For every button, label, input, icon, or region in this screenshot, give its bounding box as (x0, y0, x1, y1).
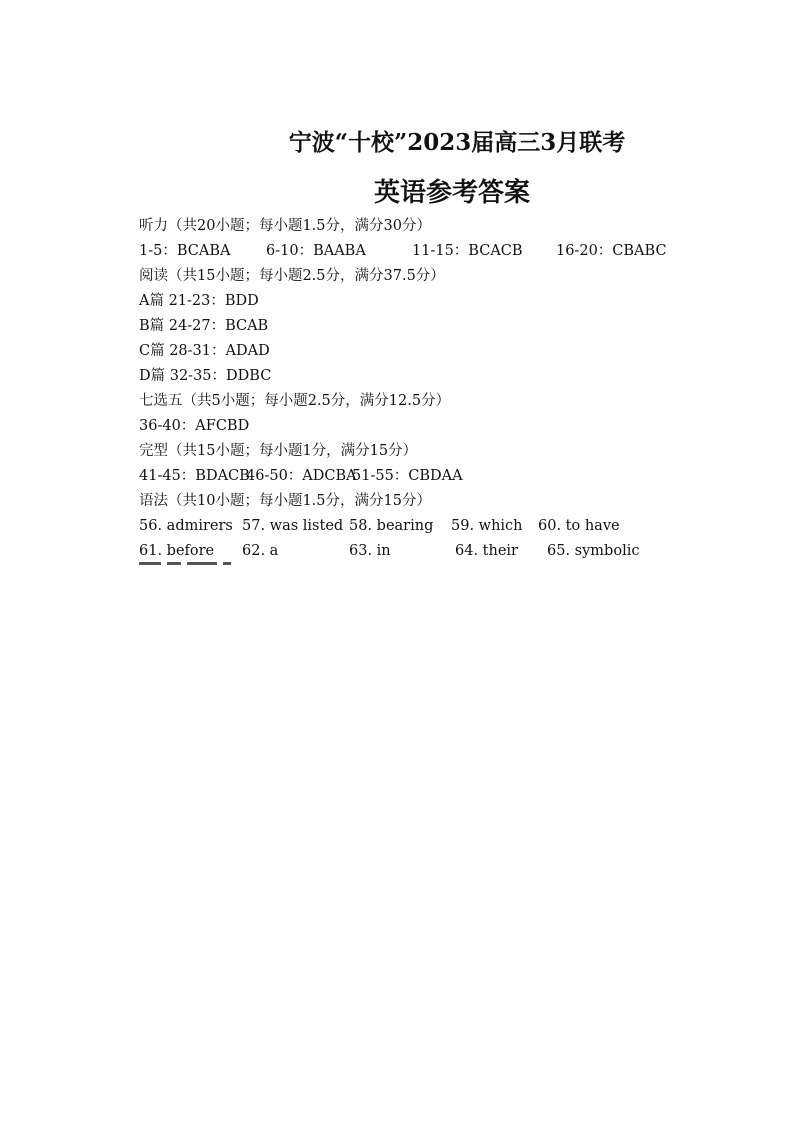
cloze-answer-51-55: 51-55：CBDAA (352, 468, 463, 484)
reading-passage-c: C篇 28-31：ADAD (139, 343, 270, 359)
reading-header: 阅读（共15小题；每小题2.5分，满分37.5分） (139, 268, 445, 284)
document-subtitle: 英语参考答案 (373, 178, 530, 208)
cloze-answer-46-50: 46-50：ADCBA (246, 468, 357, 484)
grammar-answer-65: 65. symbolic (547, 543, 640, 559)
listening-answer-16-20: 16-20：CBABC (556, 243, 667, 259)
listening-answer-1-5: 1-5：BCABA (139, 243, 231, 259)
cropped-text-remnant (139, 562, 289, 568)
grammar-answer-58: 58. bearing (349, 518, 434, 534)
grammar-header: 语法（共10小题；每小题1.5分，满分15分） (139, 493, 431, 509)
reading-passage-d: D篇 32-35：DDBC (139, 368, 272, 384)
cloze-header: 完型（共15小题；每小题1分，满分15分） (139, 443, 418, 459)
reading-passage-a: A篇 21-23：BDD (139, 293, 259, 309)
grammar-answer-63: 63. in (349, 543, 391, 559)
listening-header: 听力（共20小题；每小题1.5分，满分30分） (139, 218, 431, 234)
grammar-answer-56: 56. admirers (139, 518, 233, 534)
grammar-row-2 (139, 539, 699, 564)
answer-content (139, 214, 699, 564)
listening-answer-6-10: 6-10：BAABA (266, 243, 366, 259)
listening-answer-11-15: 11-15：BCACB (412, 243, 523, 259)
grammar-answer-61: 61. before (139, 543, 215, 559)
seven-choose-five-answers: 36-40：AFCBD (139, 418, 250, 434)
listening-answers-row (139, 239, 699, 264)
document-title: 宁波“十校”2023届高三3月联考 (288, 129, 626, 156)
grammar-answer-59: 59. which (451, 518, 523, 534)
cloze-answer-41-45: 41-45：BDACB (139, 468, 250, 484)
seven-choose-five-header: 七选五（共5小题；每小题2.5分，满分12.5分） (139, 393, 451, 409)
grammar-answer-62: 62. a (242, 543, 279, 559)
reading-passage-b: B篇 24-27：BCAB (139, 318, 269, 334)
grammar-answer-60: 60. to have (538, 518, 620, 534)
grammar-row-1 (139, 514, 699, 539)
grammar-answer-57: 57. was listed (242, 518, 344, 534)
cloze-answers-row (139, 464, 699, 489)
grammar-answer-64: 64. their (455, 543, 518, 559)
